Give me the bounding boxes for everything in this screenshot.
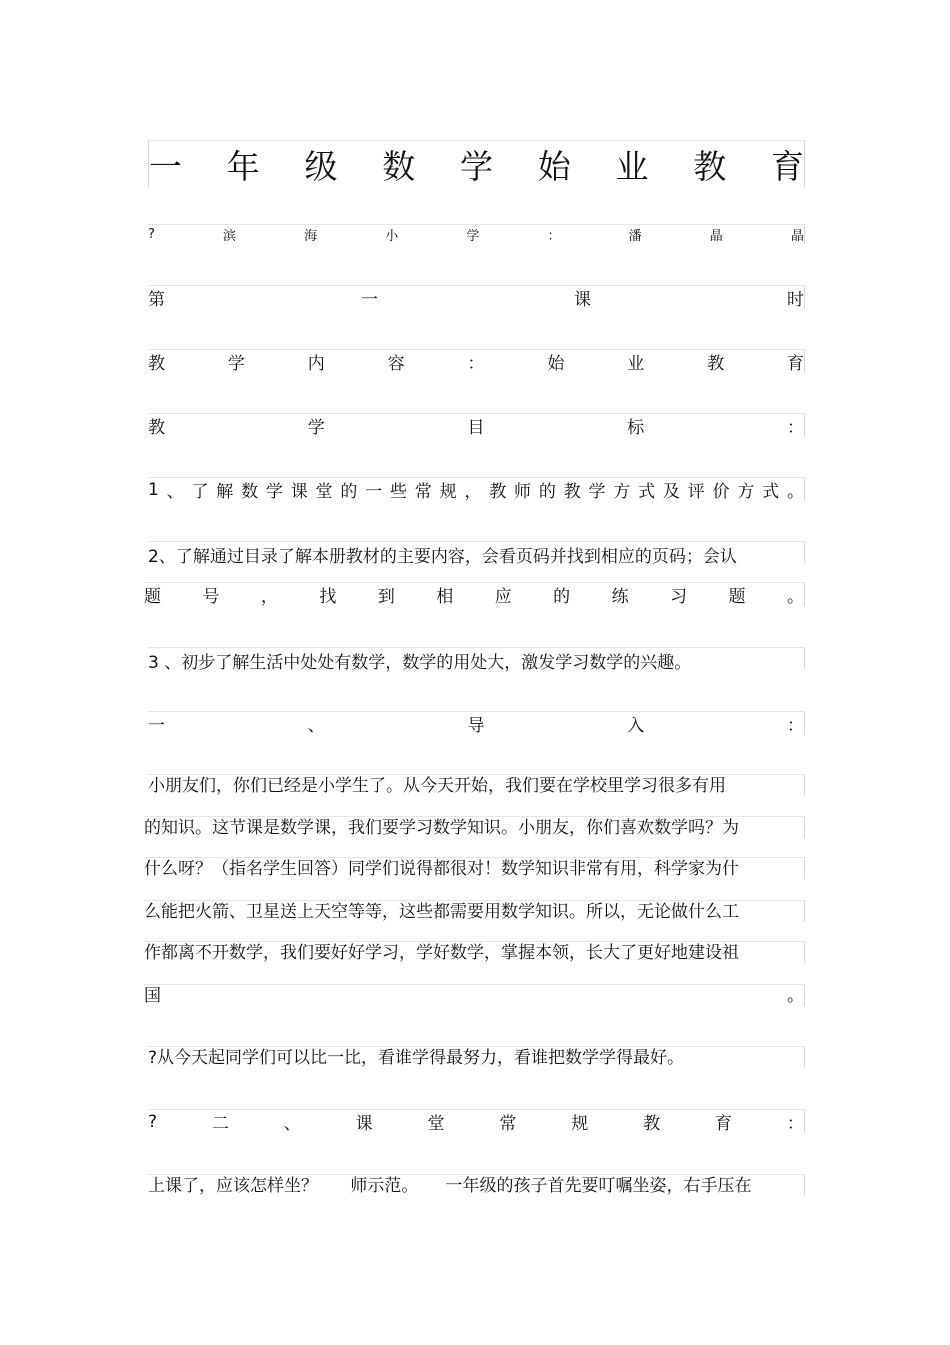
author-chars-char: 晶 xyxy=(709,229,723,244)
teaching-goal-heading xyxy=(148,413,805,437)
goal-1 xyxy=(148,477,805,501)
goal2-line2-chars-char: 找 xyxy=(319,587,337,607)
goal2-line2-chars-char: 到 xyxy=(377,587,395,607)
section2-chars-char: 二 xyxy=(211,1114,229,1134)
goal-chars xyxy=(148,414,804,437)
goal2-chars xyxy=(144,583,804,606)
content-chars-char: 学 xyxy=(227,354,245,374)
goal-2-line-2 xyxy=(144,582,805,606)
goal-3 xyxy=(148,647,805,673)
goal1-chars-char: 式 xyxy=(638,482,656,502)
title-chars-char: 年 xyxy=(226,147,260,186)
content-chars-char: 教 xyxy=(148,354,165,374)
para3-line xyxy=(148,1174,805,1196)
content-chars-char: 教 xyxy=(707,354,725,374)
para1-line-6 xyxy=(144,984,805,1006)
para2-line xyxy=(148,1046,805,1068)
goal-chars-char: 标 xyxy=(627,418,645,438)
goal2-line2-chars-char: 应 xyxy=(494,587,512,607)
goal2-line2-chars-char: 习 xyxy=(670,587,688,607)
goal2-line2-chars-char: ， xyxy=(260,587,278,607)
lesson-line xyxy=(148,285,805,309)
lesson-chars-char: 一 xyxy=(361,290,378,310)
para1-line-3 xyxy=(144,857,805,879)
goal1-chars-char: ， xyxy=(464,482,482,502)
para1-text-1: 小朋友们，你们已经是小学生了。从今天开始，我们要在学校里学习很多有用 xyxy=(148,776,726,796)
section1-chars xyxy=(148,712,804,735)
goal1-chars xyxy=(148,478,804,501)
para1-last-left: 国 xyxy=(144,985,161,1006)
goal1-chars-char: 一 xyxy=(365,482,383,502)
author-chars-char: ： xyxy=(547,229,561,244)
para3-text: 上课了，应该怎样坐？ 师示范。 一年级的孩子首先要叮嘱坐姿，右手压在 xyxy=(148,1176,752,1196)
goal1-chars-char: 教 xyxy=(563,482,581,502)
goal1-chars-char: 学 xyxy=(265,482,283,502)
para1-last-right: 。 xyxy=(787,985,804,1006)
goal1-chars-char: 些 xyxy=(389,482,407,502)
content-chars-char: 内 xyxy=(307,354,325,374)
section1-chars-char: 导 xyxy=(467,716,485,736)
goal-2-text: 2、了解通过目录了解本册教材的主要内容，会看页码并找到相应的页码；会认 xyxy=(148,547,737,567)
author-chars-char: ? xyxy=(148,227,155,242)
lesson-chars-char: 课 xyxy=(574,290,591,310)
goal1-chars-char: 堂 xyxy=(315,482,333,502)
title-chars-char: 级 xyxy=(304,147,338,186)
section2-chars-char: 育 xyxy=(715,1114,733,1134)
para2-text: ?从今天起同学们可以比一比，看谁学得最努力，看谁把数学学得最好。 xyxy=(148,1048,685,1068)
document-title xyxy=(148,140,805,188)
goal1-chars-char: 方 xyxy=(737,482,755,502)
section2-chars-char: 教 xyxy=(643,1114,661,1134)
goal1-chars-char: 、 xyxy=(166,482,184,502)
para1-text-5: 作都离不开数学，我们要好好学习，学好数学，掌握本领，长大了更好地建设祖 xyxy=(144,943,739,963)
section2-chars-char: 常 xyxy=(499,1114,517,1134)
title-chars-char: 学 xyxy=(460,147,493,186)
goal1-chars-char: 师 xyxy=(514,482,532,502)
author-chars-char: 学 xyxy=(466,229,480,244)
section2-chars-char: 、 xyxy=(283,1114,301,1134)
author-chars-char: 晶 xyxy=(790,229,804,244)
goal1-chars-char: 教 xyxy=(489,482,507,502)
goal-chars-char: 教 xyxy=(148,418,165,438)
para1-text-2: 的知识。这节课是数学课，我们要学习数学知识。小朋友，你们喜欢数学吗？为 xyxy=(144,818,739,838)
lesson-chars-char: 时 xyxy=(787,290,804,310)
content-chars-char: 业 xyxy=(627,354,645,374)
goal1-chars-char: 的 xyxy=(340,482,358,502)
goal2-line2-chars-char: 号 xyxy=(202,587,220,607)
section-2-heading xyxy=(148,1109,805,1133)
goal1-chars-char: 解 xyxy=(216,482,234,502)
author-chars-char: 海 xyxy=(304,229,318,244)
title-chars-char: 数 xyxy=(382,147,416,186)
para1-text-4: 么能把火箭、卫星送上天空等等，这些都需要用数学知识。所以，无论做什么工 xyxy=(144,902,739,922)
content-chars-char: ： xyxy=(467,354,485,374)
goal2-line2-chars-char: 练 xyxy=(611,587,629,607)
goal2-line2-chars-char: 题 xyxy=(728,587,746,607)
goal2-line2-chars-char: 相 xyxy=(436,587,454,607)
section-1-heading xyxy=(148,711,805,735)
author-line xyxy=(148,224,805,244)
content-chars-char: 育 xyxy=(787,354,804,374)
content-chars-char: 始 xyxy=(547,354,565,374)
author-chars xyxy=(148,225,804,244)
section2-chars xyxy=(148,1110,804,1133)
para1-line-2 xyxy=(144,816,805,838)
goal1-chars-char: 及 xyxy=(662,482,680,502)
goal1-chars-char: 课 xyxy=(290,482,308,502)
goal1-chars-char: 的 xyxy=(538,482,556,502)
goal1-chars-char: 式 xyxy=(762,482,780,502)
content-chars-char: 容 xyxy=(387,354,405,374)
section2-chars-char: 堂 xyxy=(427,1114,445,1134)
title-chars xyxy=(149,141,804,188)
section2-chars-char: ? xyxy=(148,1111,158,1132)
section1-chars-char: 、 xyxy=(307,716,325,736)
lesson-chars xyxy=(148,286,804,309)
goal1-chars-char: 1 xyxy=(148,479,159,500)
goal-chars-char: 学 xyxy=(307,418,325,438)
title-chars-char: 一 xyxy=(149,147,182,186)
content-chars xyxy=(148,350,804,373)
title-chars-char: 教 xyxy=(693,147,727,186)
section1-chars-char: 一 xyxy=(148,716,165,736)
goal1-chars-char: 价 xyxy=(712,482,730,502)
section2-chars-char: 课 xyxy=(355,1114,373,1134)
goal1-chars-char: 规 xyxy=(439,482,457,502)
goal-chars-char: 目 xyxy=(467,418,485,438)
goal-chars-char: ： xyxy=(787,418,804,438)
para1-line-5 xyxy=(144,941,805,963)
goal2-line2-chars-char: 。 xyxy=(786,587,804,607)
goal1-chars-char: 。 xyxy=(786,482,804,502)
teaching-content-line xyxy=(148,349,805,373)
goal-3-text: 3 、初步了解生活中处处有数学，数学的用处大，激发学习数学的兴趣。 xyxy=(148,653,692,673)
section1-chars-char: ： xyxy=(787,716,804,736)
goal1-chars-char: 方 xyxy=(613,482,631,502)
section1-chars-char: 入 xyxy=(627,716,645,736)
author-chars-char: 潘 xyxy=(628,229,642,244)
title-chars-char: 始 xyxy=(537,147,571,186)
author-chars-char: 滨 xyxy=(223,229,237,244)
title-chars-char: 育 xyxy=(771,147,804,186)
goal2-line2-chars-char: 题 xyxy=(144,587,161,607)
goal1-chars-char: 数 xyxy=(241,482,259,502)
para1-line-1 xyxy=(148,774,805,796)
goal1-chars-char: 学 xyxy=(588,482,606,502)
section2-chars-char: 规 xyxy=(571,1114,589,1134)
goal-2-line-1 xyxy=(148,541,805,567)
goal1-chars-char: 常 xyxy=(414,482,432,502)
title-chars-char: 业 xyxy=(615,147,649,186)
author-chars-char: 小 xyxy=(385,229,399,244)
lesson-chars-char: 第 xyxy=(148,290,165,310)
goal1-chars-char: 评 xyxy=(687,482,705,502)
para1-text-3: 什么呀？（指名学生回答）同学们说得都很对！数学知识非常有用，科学家为什 xyxy=(144,859,739,879)
para1-line-4 xyxy=(144,900,805,922)
section2-chars-char: ： xyxy=(786,1114,804,1134)
goal1-chars-char: 了 xyxy=(191,482,209,502)
goal2-line2-chars-char: 的 xyxy=(553,587,571,607)
